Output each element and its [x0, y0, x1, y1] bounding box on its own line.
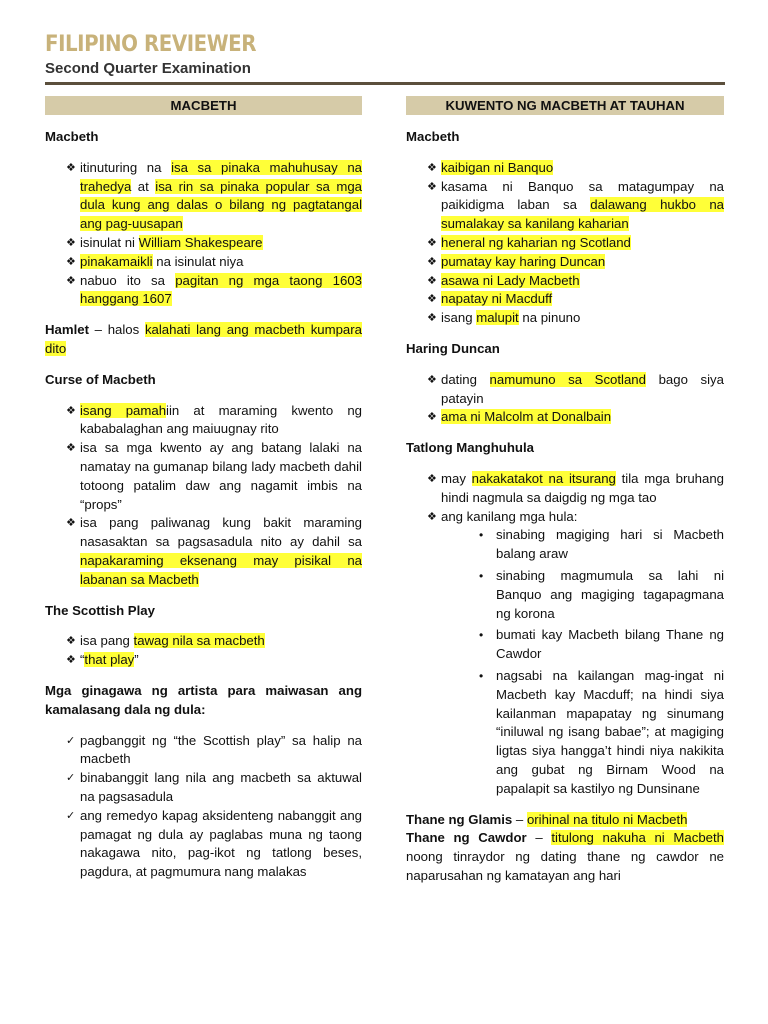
section-banner-macbeth: MACBETH	[45, 96, 362, 115]
list-item: • sinabing magmumula sa lahi ni Banquo ang magiging tagapagmana ng korona	[479, 567, 724, 621]
header-divider	[45, 82, 725, 85]
heading-tatlong-manghuhula: Tatlong Manghuhula	[406, 440, 534, 456]
macbeth-list	[45, 159, 362, 309]
list-item: • nagsabi na kailangan mag-ingat ni Macbeth kay Macduff; na hindi siya kailanman mapapatay ng sinumang “iniluwal ng isang babae”; at magiging ligtas siya hangga’t hindi niya nakikita ang gubat ng Birnam Wood na papalapit sa kastilyo ng Dunsinane	[479, 667, 724, 796]
brand-title: FILIPINO REVIEWER	[45, 32, 257, 57]
diamond-bullet-icon: ❖	[66, 654, 76, 667]
diamond-bullet-icon: ❖	[66, 236, 76, 249]
diamond-bullet-icon: ❖	[427, 255, 437, 268]
diamond-bullet-icon: ❖	[427, 161, 437, 174]
diamond-bullet-icon: ❖	[66, 274, 76, 287]
list-item: ❖ isinulat ni William Shakespeare	[45, 234, 362, 253]
heading-haring-duncan: Haring Duncan	[406, 340, 500, 356]
manghuhula-list	[406, 470, 724, 526]
diamond-bullet-icon: ❖	[66, 255, 76, 268]
dot-bullet-icon: •	[479, 528, 484, 543]
list-item: ❖ may nakakatakot na itsurang tila mga bruhang hindi nagmula sa daigdig ng mga tao	[427, 470, 725, 505]
diamond-bullet-icon: ❖	[427, 411, 437, 424]
diamond-bullet-icon: ❖	[427, 180, 437, 193]
diamond-bullet-icon: ❖	[427, 293, 437, 306]
diamond-bullet-icon: ❖	[427, 312, 437, 325]
list-item: ✓ pagbanggit ng “the Scottish play” sa halip na macbeth	[66, 732, 362, 767]
left-column	[45, 96, 362, 894]
list-item: ✓ ang remedyo kapag aksidenteng nabanggit ang pamagat ng dula ay paglabas muna ng taong nakagawa nito, pag-ikot ng tatlong beses, pagdura, at pagmumura nang malakas	[66, 807, 362, 880]
list-item: ❖ pinakamaikli na isinulat niya	[45, 253, 362, 272]
diamond-bullet-icon: ❖	[66, 161, 76, 174]
list-item: ❖ kasama ni Banquo sa matagumpay na paikidigma laban sa dalawang hukbo na sumalakay sa kanilang kaharian	[427, 178, 725, 232]
list-item: ❖ isang malupit na pinuno	[406, 309, 724, 328]
list-item: ✓ binabanggit lang nila ang macbeth sa aktuwal na pagsasadula	[66, 770, 362, 804]
diamond-bullet-icon: ❖	[66, 404, 76, 417]
list-item: ❖ “that play”	[45, 651, 362, 670]
list-item: ❖ pumatay kay haring Duncan	[406, 253, 724, 272]
heading-macbeth-character: Macbeth	[406, 129, 460, 144]
duncan-list	[406, 371, 724, 427]
heading-curse: Curse of Macbeth	[45, 371, 156, 387]
scottish-play-list	[45, 632, 362, 670]
diamond-bullet-icon: ❖	[66, 635, 76, 648]
list-item: ❖ heneral ng kaharian ng Scotland	[406, 234, 724, 253]
check-mark-icon: ✓	[66, 772, 76, 785]
diamond-bullet-icon: ❖	[427, 472, 437, 485]
diamond-bullet-icon: ❖	[66, 442, 76, 455]
check-mark-icon: ✓	[66, 734, 76, 747]
dot-bullet-icon: •	[479, 628, 484, 643]
exam-subtitle: Second Quarter Examination	[45, 60, 251, 77]
heading-macbeth: Macbeth	[45, 129, 99, 144]
heading-actor-practices: Mga ginagawa ng artista para maiwasan ang kamalasang dala ng dula:	[45, 682, 362, 717]
diamond-bullet-icon: ❖	[66, 517, 76, 530]
list-item: ❖ itinuturing na isa sa pinaka mahuhusay na trahedya at isa rin sa pinaka popular sa mga dula kung ang dalas o bilang ng pagtatangal ang pag-uusapan	[66, 159, 362, 232]
diamond-bullet-icon: ❖	[427, 510, 437, 523]
hamlet-note: Hamlet – halos kalahati lang ang macbeth kumpara dito	[45, 322, 362, 356]
dot-bullet-icon: •	[479, 568, 484, 583]
macbeth-character-list	[406, 159, 724, 328]
right-column	[406, 96, 724, 898]
list-item: ❖ ang kanilang mga hula:	[406, 508, 724, 527]
curse-list	[45, 402, 362, 590]
list-item: ❖ ama ni Malcolm at Donalbain	[406, 408, 724, 427]
actor-practices-list	[45, 732, 362, 882]
list-item: ❖ isa sa mga kwento ay ang batang lalaki na namatay na gumanap bilang lady macbeth dahil totoong patalim daw ang nagamit imbis na “props”	[66, 440, 362, 512]
list-item: ❖ napatay ni Macduff	[406, 290, 724, 309]
list-item: ❖ dating namumuno sa Scotland bago siya patayin	[427, 371, 724, 406]
list-item: ❖ isa pang tawag nila sa macbeth	[45, 632, 362, 651]
list-item: ❖ kaibigan ni Banquo	[406, 159, 724, 178]
dot-bullet-icon: •	[479, 668, 484, 683]
thane-cawdor: Thane ng Cawdor – titulong nakuha ni Macbeth noong tinraydor ng dating thane ng cawdor ne naparusahan ng kamatayan ang hari	[406, 830, 724, 883]
diamond-bullet-icon: ❖	[427, 236, 437, 249]
list-item: • sinabing magiging hari si Macbeth balang araw	[479, 527, 724, 562]
list-item: ❖ isa pang paliwanag kung bakit maraming nasasaktan sa pagsasadula nito ay dahil sa napakaraming eksenang may pisikal na labanan sa Macbeth	[66, 515, 362, 587]
list-item: ❖ isang pamahiin at maraming kwento ng kababalaghan ang maiuugnay rito	[66, 402, 362, 437]
document-header	[45, 30, 279, 78]
diamond-bullet-icon: ❖	[427, 373, 437, 386]
thane-glamis: Thane ng Glamis – orihinal na titulo ni Macbeth	[406, 811, 688, 827]
section-banner-kuwento: KUWENTO NG MACBETH AT TAUHAN	[406, 96, 724, 115]
list-item: ❖ nabuo ito sa pagitan ng mga taong 1603 hanggang 1607	[66, 272, 362, 307]
heading-scottish-play: The Scottish Play	[45, 602, 155, 618]
list-item: • bumati kay Macbeth bilang Thane ng Cawdor	[479, 627, 724, 662]
list-item: ❖ asawa ni Lady Macbeth	[406, 272, 724, 291]
prophecy-list	[406, 526, 724, 798]
diamond-bullet-icon: ❖	[427, 274, 437, 287]
check-mark-icon: ✓	[66, 809, 76, 822]
